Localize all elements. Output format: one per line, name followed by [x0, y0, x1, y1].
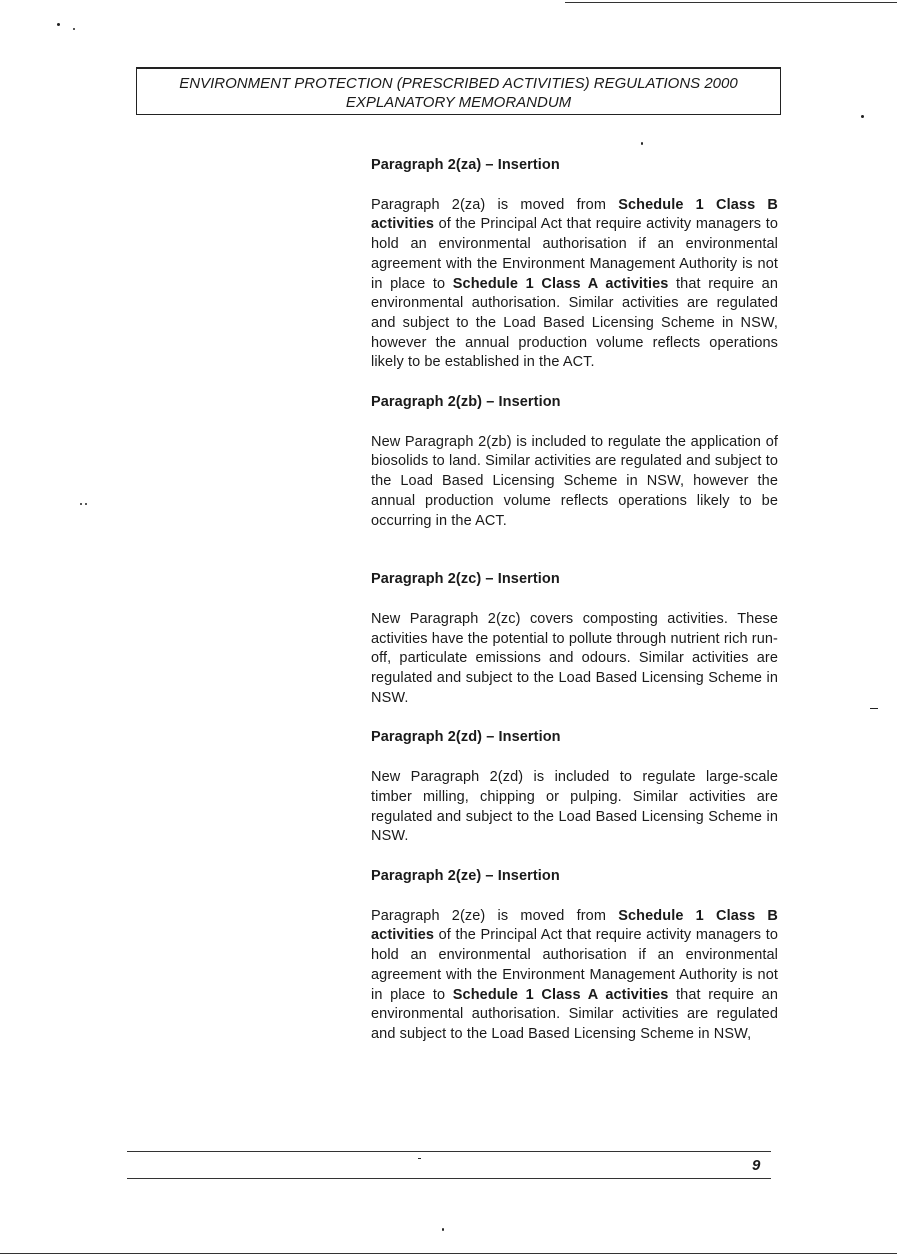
bold-term: Schedule 1 Class A activities: [452, 986, 669, 1003]
document-header: [136, 67, 781, 115]
bold-term: Schedule 1 Class B activities: [371, 907, 778, 944]
footer-rule-lower: [127, 1178, 771, 1179]
memorandum-body: [371, 156, 778, 1045]
scan-speck: [870, 708, 878, 709]
bold-term: Schedule 1 Class A activities: [452, 275, 669, 292]
scan-speck: [442, 1228, 444, 1231]
scan-speck: [73, 28, 75, 30]
section-heading-2zd: Paragraph 2(zd) – Insertion: [371, 729, 561, 746]
scan-speck: [80, 503, 82, 505]
section-heading-2zc: Paragraph 2(zc) – Insertion: [371, 571, 560, 588]
scan-speck: [57, 23, 60, 26]
scan-speck: [85, 503, 87, 505]
section-heading-2ze: Paragraph 2(ze) – Insertion: [371, 867, 560, 884]
section-body-2zc: New Paragraph 2(zc) covers composting activities. These activities have the potential to pollute through nutrient rich run-off, particulate emissions and odours. Similar activities are regulated and subject to the Load Based Licensing Scheme in NSW.: [371, 610, 778, 706]
scan-speck: [861, 115, 864, 118]
scan-speck: [418, 1158, 421, 1159]
bottom-edge-rule: [0, 1253, 897, 1254]
header-subtitle: EXPLANATORY MEMORANDUM: [345, 94, 572, 111]
section-body-2za: Paragraph 2(za) is moved from Schedule 1 Class B activities of the Principal Act that require activity managers to hold an environmental authorisation if an environmental agreement with the Environment Management Authority is not in place to Schedule 1 Class A activities that require an environmental authorisation. Similar activities are regulated and subject to the Load Based Licensing Scheme in NSW, however the annual production volume reflects operations likely to be established in the ACT.: [371, 196, 779, 371]
footer-rule-upper: [127, 1151, 771, 1152]
section-body-2zd: New Paragraph 2(zd) is included to regulate large-scale timber milling, chipping or pulping. Similar activities are regulated and subject to the Load Based Licensing Scheme in NSW.: [371, 769, 778, 845]
section-body-2ze: Paragraph 2(ze) is moved from Schedule 1 Class B activities of the Principal Act that require activity managers to hold an environmental authorisation if an environmental agreement with the Environment Management Authority is not in place to Schedule 1 Class A activities that require an environmental authorisation. Similar activities are regulated and subject to the Load Based Licensing Scheme in NSW,: [371, 907, 779, 1042]
scan-speck: [641, 142, 643, 145]
bold-term: Schedule 1 Class B activities: [371, 196, 778, 233]
section-body-2zb: New Paragraph 2(zb) is included to regulate the application of biosolids to land. Similar activities are regulated and subject to the Load Based Licensing Scheme in NSW, however the annual production volume reflects operations likely to be occurring in the ACT.: [371, 433, 778, 529]
header-title: ENVIRONMENT PROTECTION (PRESCRIBED ACTIVITIES) REGULATIONS 2000: [179, 75, 738, 92]
top-edge-rule: [565, 2, 897, 3]
section-heading-2za: Paragraph 2(za) – Insertion: [371, 157, 560, 173]
section-heading-2zb: Paragraph 2(zb) – Insertion: [371, 394, 561, 411]
page-number: 9: [752, 1157, 761, 1174]
